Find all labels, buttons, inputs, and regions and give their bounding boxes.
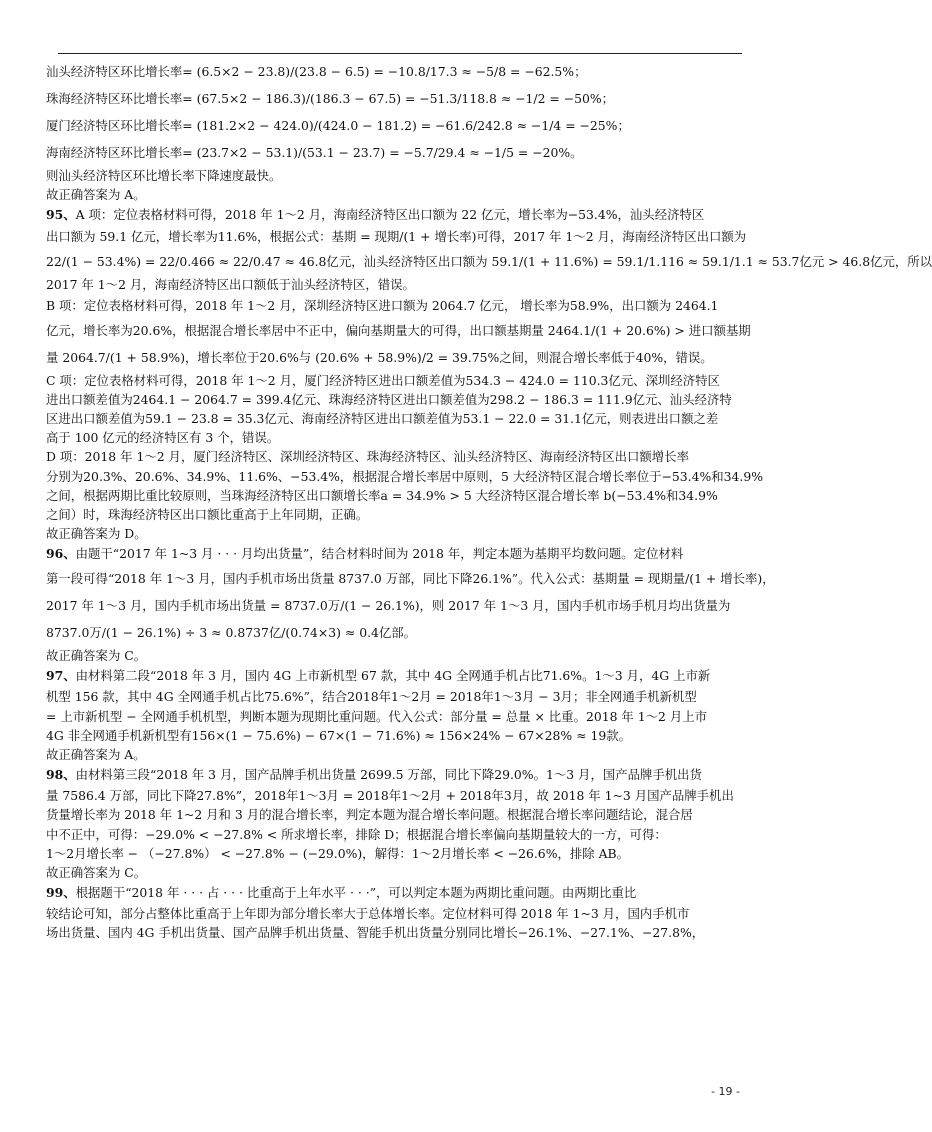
text-line: 汕头经济特区环比增长率= (6.5×2 − 23.8)/(23.8 − 6.5) = −10.8/17.3 ≈ −5/8 = −62.5%； [46,64,587,79]
text-line: 高于 100 亿元的经济特区有 3 个，错误。 [46,430,280,446]
text-line: D 项：2018 年 1～2 月，厦门经济特区、深圳经济特区、珠海经济特区、汕头经济特区、海南经济特区出口额增长率 [46,449,689,465]
text-line: 2017 年 1～3 月，国内手机市场出货量 = 8737.0万/(1 − 26.1%)，则 2017 年 1～3 月，国内手机市场手机月均出货量为 [46,598,731,614]
text-line: 故正确答案为 A。 [46,747,146,762]
question-number: 95、 [46,207,76,223]
text-line: 故正确答案为 C。 [46,648,147,664]
text-line: 中不正中，可得：−29.0% < −27.8% < 所求增长率，排除 D；根据混合增长率偏向基期量较大的一方，可得： [46,826,667,842]
text-line: 之间，根据两期比重比较原则，当珠海经济特区出口额增长率a = 34.9% > 5 大经济特区混合增长率 b(−53.4%和34.9% [46,487,718,503]
text-line: 故正确答案为 C。 [46,864,147,880]
text-line: 98、由材料第三段“2018 年 3 月，国产品牌手机出货量 2699.5 万部，同比下降29.0%。1～3 月，国产品牌手机出货 [46,767,702,783]
question-number: 98、 [46,767,76,783]
text-line: 机型 156 款，其中 4G 全网通手机占比75.6%”，结合2018年1～2月 = 2018年1～3月 − 3月；非全网通手机新机型 [46,689,697,705]
text-line: 1～2月增长率 − （−27.8%） < −27.8% − (−29.0%)，解得：1～2月增长率 < −26.6%，排除 AB。 [46,845,630,861]
text-line: 货量增长率为 2018 年 1~2 月和 3 月的混合增长率，判定本题为混合增长率问题。根据混合增长率问题结论，混合居 [46,807,693,823]
text-line: 量 7586.4 万部，同比下降27.8%”，2018年1～3月 = 2018年1～2月 + 2018年3月，故 2018 年 1~3 月国产品牌手机出 [46,788,734,804]
text-line: 第一段可得“2018 年 1～3 月，国内手机市场出货量 8737.0 万部，同比下降26.1%”。代入公式：基期量 = 现期量/(1 + 增长率)， [46,571,775,587]
text-line: 量 2064.7/(1 + 58.9%)，增长率位于20.6%与 (20.6% + 58.9%)/2 = 39.75%之间，则混合增长率低于40%，错误。 [46,349,713,365]
text-line: 故正确答案为 A。 [46,187,146,203]
question-number: 96、 [46,546,76,562]
text-line: 进出口额差值为2464.1 − 2064.7 = 399.4亿元、珠海经济特区进出口额差值为298.2 − 186.3 = 111.9亿元、汕头经济特 [46,391,732,407]
text-line: 海南经济特区环比增长率= (23.7×2 − 53.1)/(53.1 − 23.7) = −5.7/29.4 ≈ −1/5 = −20%。 [46,145,583,160]
text-line: 亿元，增长率为20.6%，根据混合增长率居中不正中，偏向基期量大的可得，出口额基期量 2464.1/(1 + 20.6%) > 进口额基期 [46,322,751,338]
text-line: 4G 非全网通手机新机型有156×(1 − 75.6%) − 67×(1 − 71.6%) ≈ 156×24% − 67×28% ≈ 19款。 [46,727,631,743]
text-line: 区进出口额差值为59.1 − 23.8 = 35.3亿元、海南经济特区进出口额差值为53.1 − 22.0 = 31.1亿元，则表进出口额之差 [46,410,719,426]
text-line: 97、由材料第二段“2018 年 3 月，国内 4G 上市新机型 67 款，其中 4G 全网通手机占比71.6%。1～3 月，4G 上市新 [46,668,711,684]
text-line: B 项：定位表格材料可得，2018 年 1～2 月，深圳经济特区进口额为 2064.7 亿元， 增长率为58.9%，出口额为 2464.1 [46,297,719,313]
text-line: 较结论可知，部分占整体比重高于上年即为部分增长率大于总体增长率。定位材料可得 2018 年 1~3 月，国内手机市 [46,906,690,922]
text-line: 出口额为 59.1 亿元，增长率为11.6%，根据公式：基期 = 现期/(1 + 增长率)可得，2017 年 1～2 月，海南经济特区出口额为 [46,229,747,245]
text-line: 8737.0万/(1 − 26.1%) ÷ 3 ≈ 0.8737亿/(0.74×3) ≈ 0.4亿部。 [46,625,417,641]
text-line: 96、由题干“2017 年 1~3 月 · · · 月均出货量”，结合材料时间为 2018 年，判定本题为基期平均数问题。定位材料 [46,546,684,562]
text-line: 场出货量、国内 4G 手机出货量、国产品牌手机出货量、智能手机出货量分别同比增长−26.1%、−27.1%、−27.8%， [46,925,705,941]
text-line: C 项：定位表格材料可得，2018 年 1～2 月，厦门经济特区进出口额差值为534.3 − 424.0 = 110.3亿元、深圳经济特区 [46,372,720,388]
question-number: 99、 [46,885,76,901]
text-line: 厦门经济特区环比增长率= (181.2×2 − 424.0)/(424.0 − 181.2) = −61.6/242.8 ≈ −1/4 = −25%； [46,118,630,133]
text-line: 2017 年 1～2 月，海南经济特区出口额低于汕头经济特区，错误。 [46,277,415,293]
answer-explanations [46,58,932,943]
text-line: 珠海经济特区环比增长率= (67.5×2 − 186.3)/(186.3 − 67.5) = −51.3/118.8 ≈ −1/2 = −50%； [46,91,615,106]
text-line: 95、A 项：定位表格材料可得，2018 年 1～2 月，海南经济特区出口额为 22 亿元，增长率为−53.4%，汕头经济特区 [46,207,705,223]
text-line: 之间）时，珠海经济特区出口额比重高于上年同期，正确。 [46,506,369,522]
question-number: 97、 [46,668,76,684]
page-number: - 19 - [711,1085,740,1098]
text-line: 99、根据题干“2018 年 · · · 占 · · · 比重高于上年水平 · · ·”，可以判定本题为两期比重问题。由两期比重比 [46,885,637,901]
text-line: 22/(1 − 53.4%) = 22/0.466 ≈ 22/0.47 ≈ 46.8亿元，汕头经济特区出口额为 59.1/(1 + 11.6%) = 59.1/1.116 ≈ 59.1/1.1 ≈ 53.7亿元 > 46.8亿元，所以 [46,254,932,270]
text-line: 分别为20.3%、20.6%、34.9%、11.6%、−53.4%，根据混合增长率居中原则，5 大经济特区混合增长率位于−53.4%和34.9% [46,468,764,484]
text-line: 故正确答案为 D。 [46,526,147,542]
header-rule [58,53,742,54]
text-line: = 上市新机型 − 全网通手机机型，判断本题为现期比重问题。代入公式：部分量 = 总量 × 比重。2018 年 1～2 月上市 [46,708,708,724]
text-line: 则汕头经济特区环比增长率下降速度最快。 [46,168,282,183]
